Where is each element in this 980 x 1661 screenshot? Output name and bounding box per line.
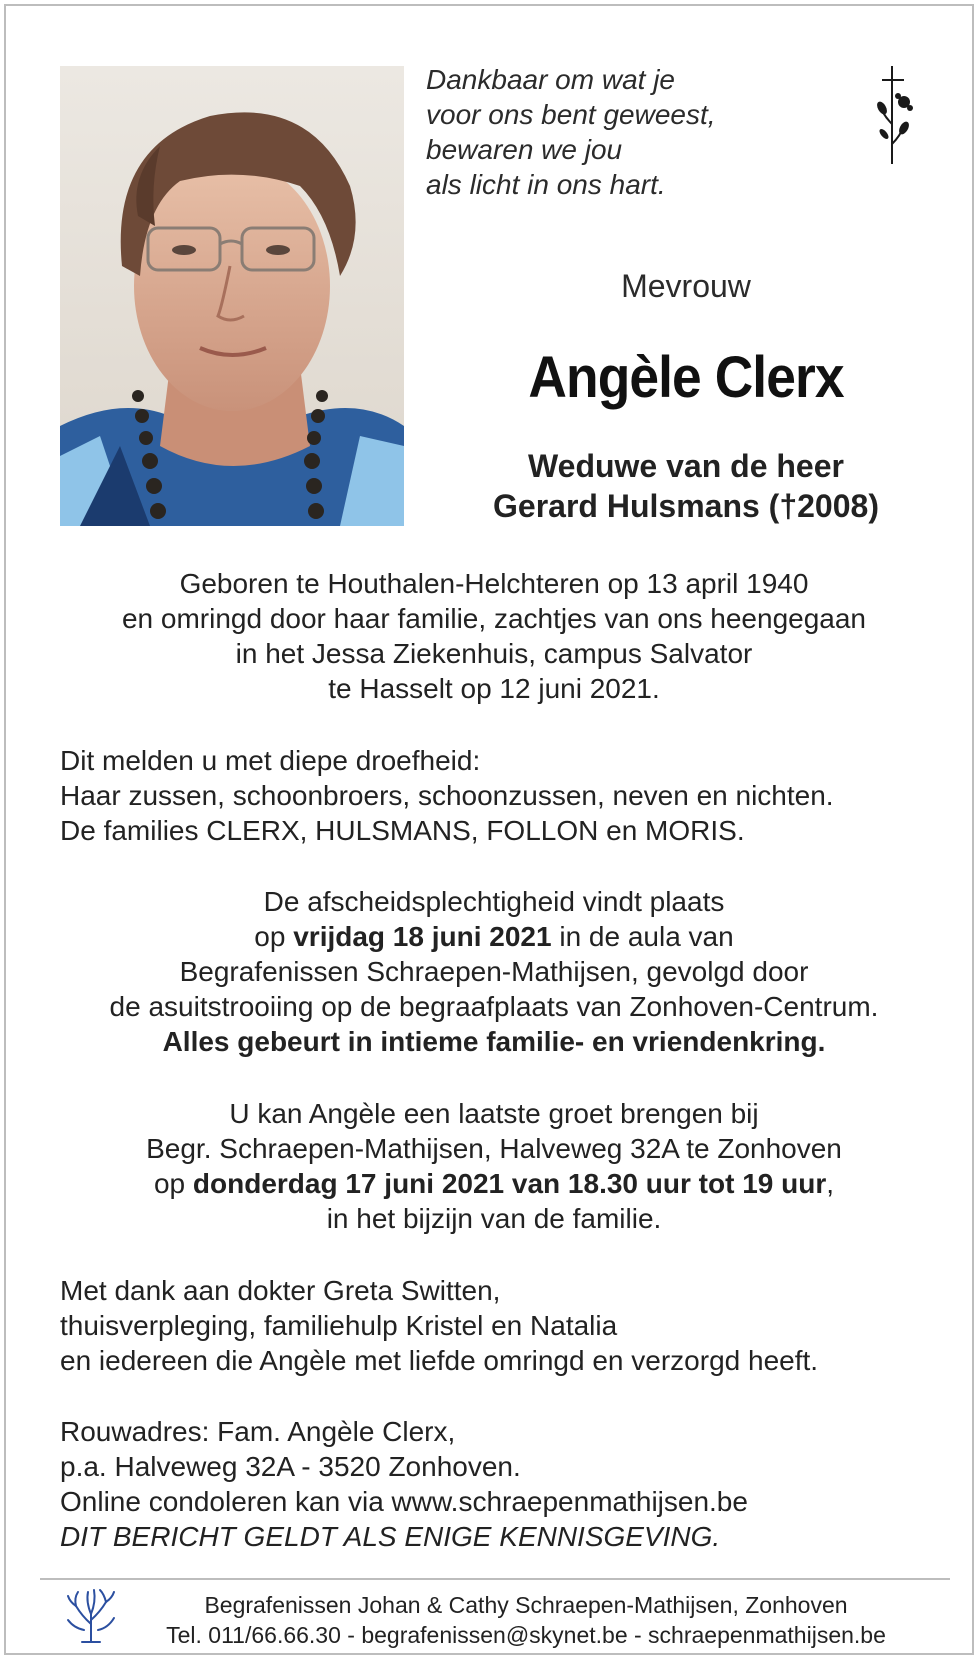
text-line: Online condoleren kan via www.schraepenmathijsen.be bbox=[60, 1486, 748, 1517]
text-line: Rouwadres: Fam. Angèle Clerx, bbox=[60, 1416, 456, 1447]
text-segment: , bbox=[826, 1168, 834, 1199]
text-line: De families CLERX, HULSMANS, FOLLON en MORIS. bbox=[60, 815, 745, 846]
poem-line: voor ons bent geweest, bbox=[426, 99, 716, 130]
visitation-paragraph bbox=[60, 1096, 928, 1236]
text-line: thuisverpleging, familiehulp Kristel en Natalia bbox=[60, 1310, 618, 1341]
text-line bbox=[60, 1024, 928, 1059]
visitation-time: donderdag 17 juni 2021 van 18.30 uur tot 19 uur bbox=[192, 1168, 827, 1199]
text-line bbox=[60, 919, 928, 954]
footer-line: Begrafenissen Johan & Cathy Schraepen-Mathijsen, Zonhoven bbox=[204, 1592, 848, 1618]
text-segment: op bbox=[153, 1168, 193, 1199]
text-line: en omringd door haar familie, zachtjes van ons heengegaan bbox=[121, 603, 867, 634]
death-notice-card bbox=[4, 4, 974, 1655]
tree-logo-icon bbox=[64, 1584, 118, 1644]
portrait-photo bbox=[60, 66, 404, 526]
privacy-note: Alles gebeurt in intieme familie- en vriendenkring. bbox=[162, 1026, 826, 1057]
footer-divider bbox=[40, 1578, 950, 1580]
announcement-paragraph bbox=[60, 743, 928, 848]
ceremony-paragraph bbox=[60, 884, 928, 1059]
text-line: Begrafenissen Schraepen-Mathijsen, gevolgd door bbox=[179, 956, 809, 987]
text-line: in het bijzijn van de familie. bbox=[326, 1203, 662, 1234]
text-line: te Hasselt op 12 juni 2021. bbox=[328, 673, 660, 704]
title-label: Mevrouw bbox=[621, 268, 751, 304]
footer-contact bbox=[126, 1590, 926, 1650]
address-paragraph bbox=[60, 1414, 928, 1554]
poem-line: Dankbaar om wat je bbox=[426, 64, 676, 95]
spouse-info bbox=[426, 446, 946, 526]
deceased-name: Angèle Clerx bbox=[528, 345, 844, 410]
text-line: Haar zussen, schoonbroers, schoonzussen, neven en nichten. bbox=[60, 780, 834, 811]
footer-line: Tel. 011/66.66.30 - begrafenissen@skynet.be - schraepenmathijsen.be bbox=[166, 1622, 886, 1648]
notice-line: DIT BERICHT GELDT ALS ENIGE KENNISGEVING. bbox=[60, 1521, 721, 1552]
text-line: Geboren te Houthalen-Helchteren op 13 april 1940 bbox=[179, 568, 809, 599]
text-line: Begr. Schraepen-Mathijsen, Halveweg 32A te Zonhoven bbox=[146, 1133, 842, 1164]
poem bbox=[426, 62, 716, 202]
spouse-line: Weduwe van de heer bbox=[528, 448, 844, 484]
text-line: De afscheidsplechtigheid vindt plaats bbox=[263, 886, 725, 917]
text-segment: in de aula van bbox=[551, 921, 734, 952]
text-line: de asuitstrooiing op de begraafplaats van Zonhoven-Centrum. bbox=[109, 991, 879, 1022]
cross-flower-icon bbox=[874, 64, 922, 168]
ceremony-date: vrijdag 18 juni 2021 bbox=[293, 921, 552, 952]
poem-line: bewaren we jou bbox=[426, 134, 623, 165]
text-segment: op bbox=[254, 921, 294, 952]
text-line: p.a. Halveweg 32A - 3520 Zonhoven. bbox=[60, 1451, 521, 1482]
text-line: Dit melden u met diepe droefheid: bbox=[60, 745, 481, 776]
portrait-illustration bbox=[60, 66, 404, 526]
birth-death-paragraph bbox=[60, 566, 928, 706]
text-line: en iedereen die Angèle met liefde omringd en verzorgd heeft. bbox=[60, 1345, 819, 1376]
text-line: in het Jessa Ziekenhuis, campus Salvator bbox=[235, 638, 753, 669]
thanks-paragraph bbox=[60, 1273, 928, 1378]
text-line: U kan Angèle een laatste groet brengen bij bbox=[229, 1098, 759, 1129]
text-line bbox=[60, 1166, 928, 1201]
spouse-line: Gerard Hulsmans (†2008) bbox=[493, 488, 879, 524]
poem-line: als licht in ons hart. bbox=[426, 169, 666, 200]
text-line: Met dank aan dokter Greta Switten, bbox=[60, 1275, 501, 1306]
